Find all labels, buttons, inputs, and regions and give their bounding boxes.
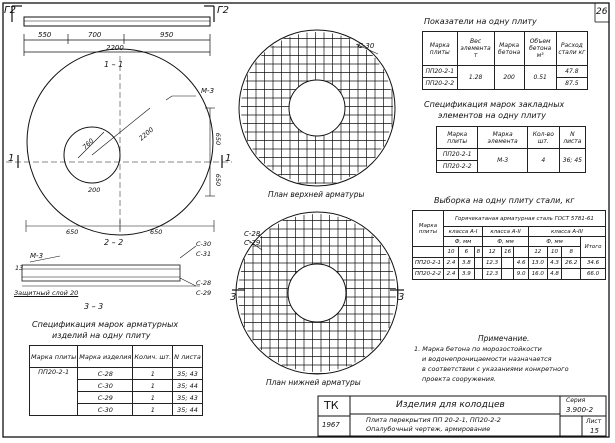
steel-r1-c10: 66.0 xyxy=(581,269,606,280)
armature-r2-c0: С-29 xyxy=(78,392,133,404)
steel-class1: класса А-I xyxy=(443,227,482,237)
mark-1-right: 1 xyxy=(225,153,232,164)
steel-d1: 6 xyxy=(459,247,474,258)
detail-c31: С-31 xyxy=(196,250,212,258)
stamp-series-label: Серия xyxy=(566,397,586,404)
ind-r0-c0: ПП20-2-1 xyxy=(423,66,458,78)
steel-r1-c9 xyxy=(562,269,581,280)
steel-blank xyxy=(413,247,444,258)
steel-r1-c4: 12.3 xyxy=(483,269,502,280)
ind-r1-c0: ПП20-2-2 xyxy=(423,78,458,90)
bottom-grid-hole xyxy=(288,264,346,322)
top-rebar-plan xyxy=(239,30,395,186)
stamp-sheet: 15 xyxy=(590,427,599,435)
dim-700: 700 xyxy=(88,31,102,39)
emb-h3: N листа xyxy=(559,127,585,149)
note-line-4: проекта сооружения. xyxy=(422,375,496,383)
detail-m3: М-3 xyxy=(30,252,44,260)
section-3-3 xyxy=(22,246,200,286)
detail-c28: С-28 xyxy=(196,279,212,287)
steel-r1-c6: 9.0 xyxy=(514,269,529,280)
dim-2200: 2200 xyxy=(106,44,124,52)
dim-950: 950 xyxy=(160,31,174,39)
ind-r1-c4: 87.5 xyxy=(556,78,587,90)
ind-r0-c2: 200 xyxy=(494,66,524,90)
armature-spec-title-1: Спецификация марок арматурных xyxy=(32,320,179,329)
dim-650-b: 650 xyxy=(214,173,223,187)
steel-r0-c3 xyxy=(474,258,483,269)
note-line-1: 1. Марка бетона по морозостойкости xyxy=(414,345,542,353)
emb-h0: Марка плиты xyxy=(437,127,478,149)
armature-h0: Марка плиты xyxy=(30,346,78,368)
indicators-table xyxy=(422,31,588,90)
stamp-desc-1: Плита перекрытия ПП 20-2-1, ПП20-2-2 xyxy=(366,416,501,424)
steel-head-top: Горячекатаная арматурная сталь ГОСТ 5781-61 xyxy=(443,211,605,227)
mark-g2-right: Г2 xyxy=(217,5,229,16)
detail-c30: С-30 xyxy=(196,240,212,248)
steel-class3: класса А-III xyxy=(528,227,605,237)
stamp-year: 1967 xyxy=(322,421,340,429)
armature-spec-title-2: изделий на одну плиту xyxy=(52,331,151,340)
note-title: Примечание. xyxy=(478,334,530,343)
top-grid-hole xyxy=(289,80,345,136)
ind-h4: Расход стали кг xyxy=(556,32,587,66)
emb-count: 4 xyxy=(527,149,559,173)
armature-r3-c1: 1 xyxy=(133,404,173,416)
ind-r0-c4: 47.8 xyxy=(556,66,587,78)
steel-table xyxy=(412,210,606,280)
armature-r2-c2: 35; 43 xyxy=(173,392,203,404)
steel-r0-c0: ПП20-2-1 xyxy=(413,258,444,269)
steel-r0-c6: 4.6 xyxy=(514,258,529,269)
emb-sheet: 36; 45 xyxy=(559,149,585,173)
steel-r0-c8: 4.3 xyxy=(547,258,562,269)
armature-h1: Марка изделия xyxy=(78,346,133,368)
note-line-3: в соответствии с указаниями конкретного xyxy=(422,365,569,373)
armature-r0-c0: С-28 xyxy=(78,368,133,380)
steel-d5 xyxy=(514,247,529,258)
section-label-1-1: 1 – 1 xyxy=(104,60,124,69)
steel-r0-c1: 2.4 xyxy=(443,258,458,269)
stamp-title: Изделия для колодцев xyxy=(396,400,505,410)
sheet-number: 26 xyxy=(596,7,608,17)
armature-h3: N листа xyxy=(173,346,203,368)
armature-r0-c2: 35; 43 xyxy=(173,368,203,380)
note-line-2: и водонепроницаемости назначается xyxy=(422,355,552,363)
embedded-table xyxy=(436,126,586,173)
detail-13: 13 xyxy=(15,264,24,272)
steel-r1-c8: 4.8 xyxy=(547,269,562,280)
label-c30-top: С-30 xyxy=(358,42,375,50)
steel-r1-c0: ПП20-2-2 xyxy=(413,269,444,280)
dim-radius-2200: 2200 xyxy=(137,125,156,143)
ind-h1: Вес элемента т xyxy=(457,32,494,66)
steel-title: Выборка на одну плиту стали, кг xyxy=(434,196,575,205)
plan-2-2 xyxy=(6,49,232,235)
mark-1-left: 1 xyxy=(8,153,15,164)
ind-h3: Объем бетона м³ xyxy=(524,32,556,66)
emb-h2: Кол-во шт. xyxy=(527,127,559,149)
mark-3-left: 3 xyxy=(230,292,237,303)
armature-plate: ПП20-2-1 xyxy=(30,368,78,416)
steel-phi-3: Ф, мм xyxy=(528,237,580,247)
dim-200: 200 xyxy=(88,186,101,194)
section-label-2-2: 2 – 2 xyxy=(104,238,124,247)
embedded-title-2: элементов на одну плиту xyxy=(438,111,546,120)
steel-d2: 8 xyxy=(474,247,483,258)
steel-r0-c7: 13.0 xyxy=(528,258,547,269)
stamp-code: ТК xyxy=(324,399,339,412)
steel-d7: 10 xyxy=(547,247,562,258)
steel-phi-1: Ф, мм xyxy=(443,237,482,247)
label-m3: М-3 xyxy=(201,87,215,95)
armature-r3-c2: 35; 44 xyxy=(173,404,203,416)
steel-r0-c9: 26.2 xyxy=(562,258,581,269)
emb-h1: Марка элемента xyxy=(478,127,527,149)
steel-r1-c5 xyxy=(502,269,514,280)
armature-r3-c0: С-30 xyxy=(78,404,133,416)
stamp-series: 3.900-2 xyxy=(566,406,594,414)
steel-itogo: Итого xyxy=(581,237,606,258)
steel-r0-c10: 34.6 xyxy=(581,258,606,269)
mark-3-right: 3 xyxy=(398,292,405,303)
indicators-title: Показатели на одну плиту xyxy=(424,17,537,26)
steel-d8: 8 xyxy=(562,247,581,258)
caption-top-plan: План верхней арматуры xyxy=(268,190,365,199)
steel-d6: 12 xyxy=(528,247,547,258)
steel-d0: 10 xyxy=(443,247,458,258)
steel-class2: класса А-II xyxy=(483,227,529,237)
detail-protect: Защитный слой 20 xyxy=(14,289,79,297)
steel-r1-c3 xyxy=(474,269,483,280)
section-1-1 xyxy=(24,17,210,26)
dim-bottom-650-a: 650 xyxy=(66,228,79,236)
embedded-title-1: Спецификация марок закладных xyxy=(424,100,565,109)
steel-r1-c1: 2.4 xyxy=(443,269,458,280)
emb-element: М-3 xyxy=(478,149,527,173)
label-c29: С-29 xyxy=(244,239,261,247)
ind-h0: Марка плиты xyxy=(423,32,458,66)
steel-d3: 12 xyxy=(483,247,502,258)
armature-h2: Колич. шт. xyxy=(133,346,173,368)
armature-spec-table xyxy=(29,345,203,416)
steel-r0-c2: 3.8 xyxy=(459,258,474,269)
mark-g2-left: Г2 xyxy=(4,5,16,16)
dim-550: 550 xyxy=(38,31,52,39)
ind-r0-c3: 0.51 xyxy=(524,66,556,90)
armature-r0-c1: 1 xyxy=(133,368,173,380)
armature-r1-c2: 35; 44 xyxy=(173,380,203,392)
dim-bottom-650-b: 650 xyxy=(150,228,163,236)
dim-650-a: 650 xyxy=(214,132,223,146)
steel-r0-c4: 12.3 xyxy=(483,258,502,269)
steel-mark: Марка плиты xyxy=(413,211,444,247)
section-label-3-3: 3 – 3 xyxy=(84,302,104,311)
steel-phi-2: Ф, мм xyxy=(483,237,529,247)
steel-r0-c5 xyxy=(502,258,514,269)
stamp-sheet-label: Лист xyxy=(586,418,602,425)
dim-hole-760: 760 xyxy=(80,136,96,152)
armature-r2-c1: 1 xyxy=(133,392,173,404)
emb-plate-0: ПП20-2-1 xyxy=(437,149,478,161)
armature-r1-c1: 1 xyxy=(133,380,173,392)
steel-r1-c2: 3.9 xyxy=(459,269,474,280)
armature-r1-c0: С-30 xyxy=(78,380,133,392)
steel-r1-c7: 16.0 xyxy=(528,269,547,280)
stamp-desc-2: Опалубочный чертеж, армирование xyxy=(366,425,491,433)
caption-bottom-plan: План нижней арматуры xyxy=(266,378,361,387)
emb-plate-1: ПП20-2-2 xyxy=(437,161,478,173)
ind-h2: Марка бетона xyxy=(494,32,524,66)
detail-c29: С-29 xyxy=(196,289,212,297)
steel-d4: 16 xyxy=(502,247,514,258)
ind-r0-c1: 1.28 xyxy=(457,66,494,90)
label-c28: С-28 xyxy=(244,230,261,238)
